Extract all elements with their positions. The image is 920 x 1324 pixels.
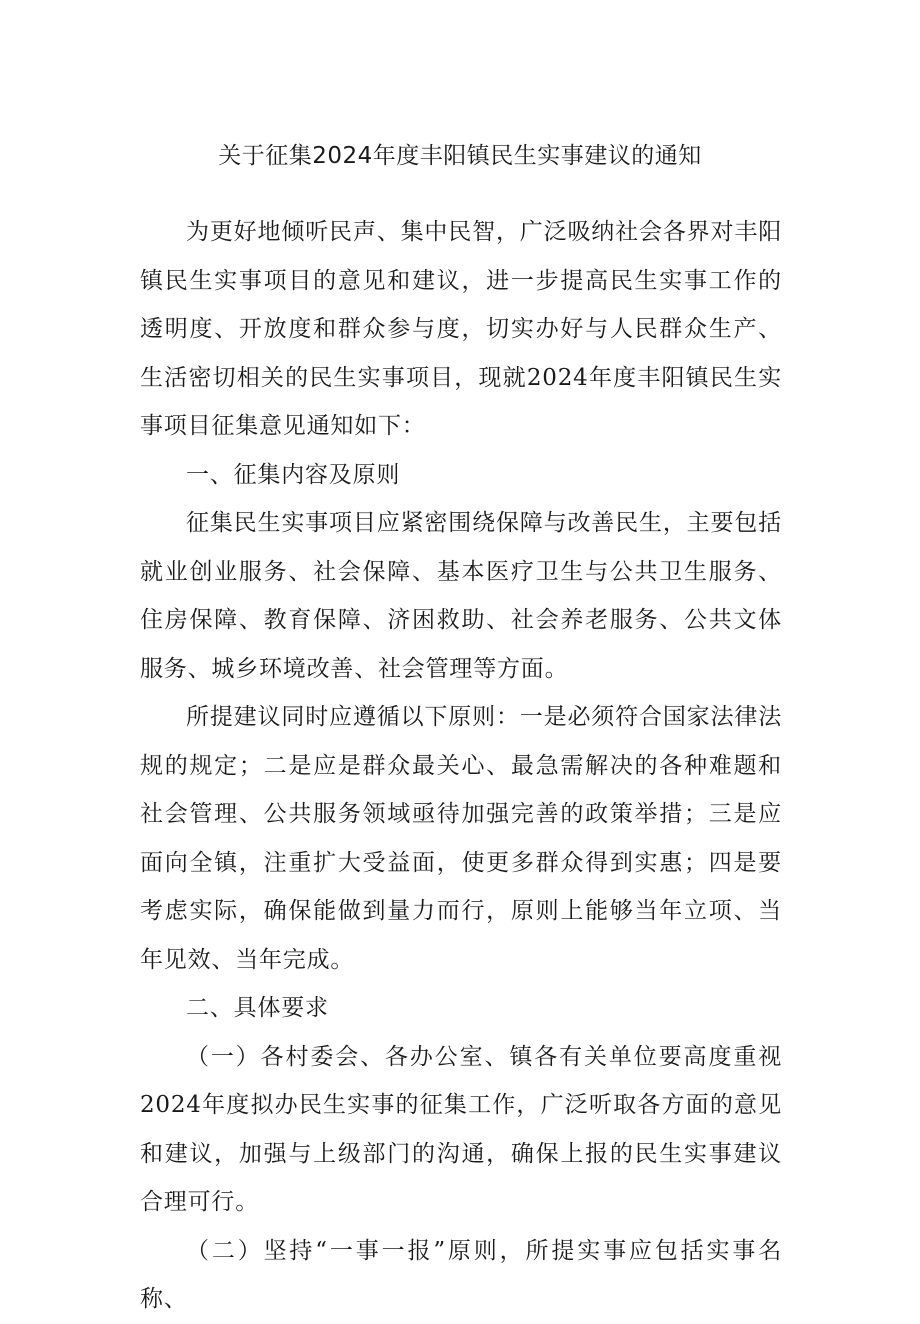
section-heading-2: 二、具体要求 (186, 995, 329, 1021)
document-title: 关于征集2024年度丰阳镇民生实事建议的通知 (218, 143, 702, 169)
paragraph-requirement-2: （二）坚持“一事一报”原则，所提实事应包括实事名称、 (140, 1237, 782, 1312)
paragraph-requirement-1: （一）各村委会、各办公室、镇各有关单位要高度重视2024年度拟办民生实事的征集工作，广泛听取各方面的意见和建议，加强与上级部门的沟通，确保上报的民生实事建议合理可行。 (140, 1043, 782, 1215)
paragraph-principles: 所提建议同时应遵循以下原则：一是必须符合国家法律法规的规定；二是应是群众最关心、最急需解决的各种难题和社会管理、公共服务领域亟待加强完善的政策举措；三是应面向全镇，注重扩大受益面，使更多群众得到实惠；四是要考虑实际，确保能做到量力而行，原则上能够当年立项、当年见效、当年完成。 (140, 704, 782, 973)
section-heading-1: 一、征集内容及原则 (186, 461, 401, 488)
paragraph-intro: 为更好地倾听民声、集中民智，广泛吸纳社会各界对丰阳镇民生实事项目的意见和建议，进一步提高民生实事工作的透明度、开放度和群众参与度，切实办好与人民群众生产、生活密切相关的民生实事项目，现就2024年度丰阳镇民生实事项目征集意见通知如下： (140, 219, 782, 439)
document-body (140, 208, 782, 1324)
paragraph-content-scope: 征集民生实事项目应紧密围绕保障与改善民生，主要包括就业创业服务、社会保障、基本医疗卫生与公共卫生服务、住房保障、教育保障、济困救助、社会养老服务、公共文体服务、城乡环境改善、社会管理等方面。 (140, 510, 782, 682)
